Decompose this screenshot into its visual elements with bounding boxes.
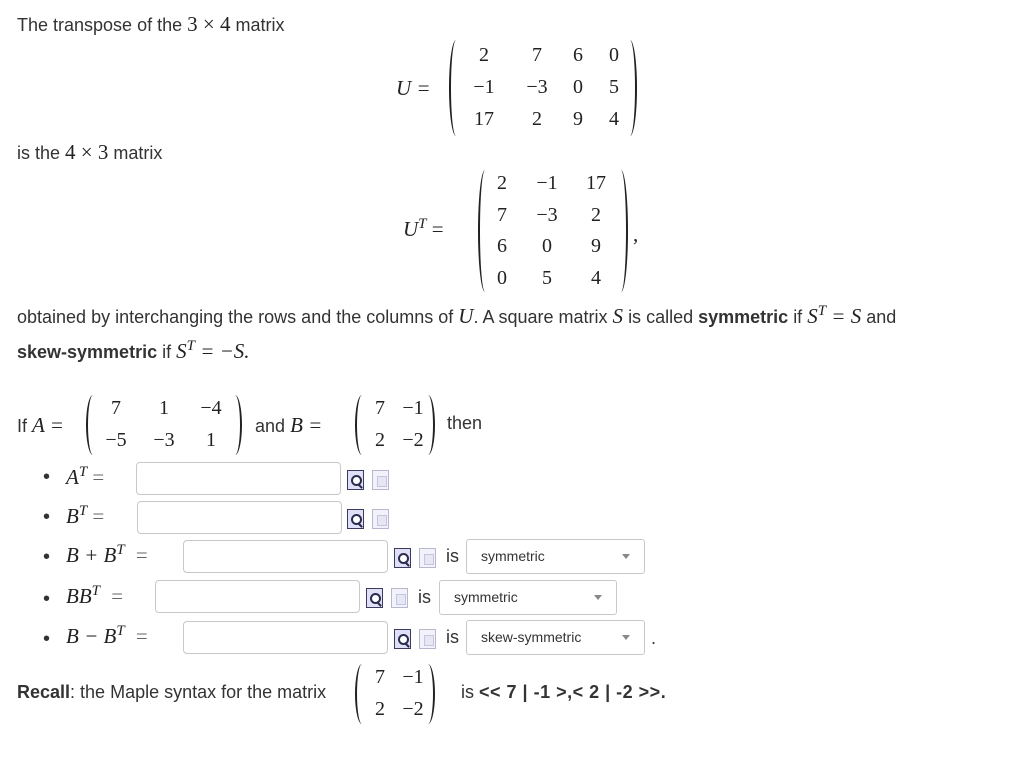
matrix-cell: 0 bbox=[497, 267, 507, 289]
q2-label bbox=[66, 503, 104, 529]
matrix-cell: 17 bbox=[586, 172, 606, 194]
q1-var: A bbox=[66, 465, 79, 489]
bullet: • bbox=[43, 628, 51, 650]
chevron-down-icon bbox=[622, 635, 630, 640]
answer-input-bbt[interactable] bbox=[155, 580, 360, 613]
bullet: • bbox=[43, 546, 51, 568]
left-paren bbox=[449, 40, 463, 136]
a-eq: A = bbox=[32, 413, 64, 437]
def-sup: T bbox=[817, 303, 827, 319]
matrix-cell: −2 bbox=[402, 698, 424, 720]
matrix-cell: 4 bbox=[591, 267, 601, 289]
trailing-period: . bbox=[651, 628, 657, 648]
help-icon[interactable] bbox=[372, 509, 389, 529]
q4-label bbox=[66, 583, 123, 609]
def-skew: skew-symmetric bbox=[17, 342, 158, 362]
right-paren bbox=[614, 170, 628, 292]
q4-var: BB bbox=[66, 584, 92, 608]
matrix-cell: 2 bbox=[375, 698, 385, 720]
matrix-cell: 5 bbox=[542, 267, 552, 289]
matrix-cell: −1 bbox=[402, 397, 424, 419]
bullet: • bbox=[43, 506, 51, 528]
left-paren bbox=[355, 395, 369, 455]
intro-line-1 bbox=[17, 12, 284, 37]
left-paren bbox=[86, 395, 100, 455]
def-if: if bbox=[162, 342, 172, 362]
if-text: If bbox=[17, 416, 28, 436]
recall-syntax-line bbox=[461, 682, 666, 703]
q4-sup: T bbox=[91, 583, 100, 599]
def-s: S bbox=[612, 304, 624, 328]
help-icon[interactable] bbox=[419, 548, 436, 568]
maple-syntax: << 7 | -1 >,< 2 | -2 >>. bbox=[479, 682, 667, 702]
ut-u: U bbox=[403, 217, 419, 241]
bullet: • bbox=[43, 588, 51, 610]
q5-sup: T bbox=[116, 623, 125, 639]
matrix-cell: −3 bbox=[536, 204, 558, 226]
def-symmetric: symmetric bbox=[698, 307, 789, 327]
matrix-cell: 4 bbox=[609, 108, 619, 130]
answer-input-b-transpose[interactable] bbox=[137, 501, 342, 534]
chevron-down-icon bbox=[594, 595, 602, 600]
matrix-cell: 0 bbox=[542, 235, 552, 257]
matrix-cell: 2 bbox=[479, 44, 489, 66]
matrix-cell: −2 bbox=[402, 429, 424, 451]
preview-icon[interactable] bbox=[366, 588, 383, 608]
left-paren bbox=[478, 170, 492, 292]
u-equals-label: U = bbox=[396, 76, 431, 100]
select-value: symmetric bbox=[481, 548, 545, 564]
right-paren bbox=[228, 395, 242, 455]
left-paren bbox=[355, 664, 369, 724]
q5-eq: = bbox=[135, 624, 148, 648]
definition-line-1 bbox=[17, 303, 896, 329]
matrix-cell: 7 bbox=[375, 666, 385, 688]
matrix-cell: −1 bbox=[402, 666, 424, 688]
ut-sup: T bbox=[418, 216, 427, 232]
q5-label bbox=[66, 623, 148, 649]
q1-sup: T bbox=[78, 464, 88, 480]
help-icon[interactable] bbox=[419, 629, 436, 649]
matrix-cell: 9 bbox=[573, 108, 583, 130]
matrix-cell: −1 bbox=[536, 172, 558, 194]
matrix-cell: 2 bbox=[532, 108, 542, 130]
intro-line-2 bbox=[17, 140, 162, 165]
matrix-cell: 9 bbox=[591, 235, 601, 257]
matrix-cell: −1 bbox=[473, 76, 495, 98]
def-s-2: S bbox=[807, 304, 818, 328]
def-eq-s: = S bbox=[831, 304, 862, 328]
answer-input-a-transpose[interactable] bbox=[136, 462, 341, 495]
def-u: U bbox=[458, 304, 474, 328]
def-text-2: . A square matrix bbox=[473, 307, 608, 327]
right-paren bbox=[623, 40, 637, 136]
def-eq-neg-s: = −S. bbox=[200, 339, 250, 363]
intro-text: The transpose of the bbox=[17, 15, 183, 35]
matrix-a bbox=[86, 395, 242, 455]
select-b-minus-bt-type[interactable] bbox=[466, 620, 645, 655]
q2-eq: = bbox=[92, 504, 105, 528]
recall-text bbox=[17, 682, 326, 703]
def-text-4: if bbox=[793, 307, 803, 327]
q3-sup: T bbox=[116, 542, 125, 558]
answer-input-b-plus-bt[interactable] bbox=[183, 540, 388, 573]
matrix-cell: 7 bbox=[532, 44, 542, 66]
matrix-cell: 2 bbox=[591, 204, 601, 226]
q3-eq: = bbox=[135, 543, 148, 567]
q3-var: B + B bbox=[66, 543, 117, 567]
intro-text-2: is the bbox=[17, 143, 61, 163]
def-sup-2: T bbox=[186, 338, 195, 354]
recall-body: : the Maple syntax for the matrix bbox=[70, 682, 327, 702]
def-s-3: S bbox=[176, 339, 187, 363]
matrix-cell: 17 bbox=[474, 108, 494, 130]
b-eq: B = bbox=[290, 413, 323, 437]
ut-equals-label bbox=[403, 216, 444, 242]
matrix-cell: 1 bbox=[159, 397, 169, 419]
preview-icon[interactable] bbox=[347, 509, 364, 529]
given-then: then bbox=[447, 413, 483, 433]
answer-input-b-minus-bt[interactable] bbox=[183, 621, 388, 654]
is-text: is bbox=[418, 587, 431, 607]
intro-matrix-word-2: matrix bbox=[113, 143, 163, 163]
matrix-u bbox=[449, 40, 637, 136]
matrix-b bbox=[355, 395, 435, 455]
q1-label bbox=[66, 464, 104, 490]
matrix-cell: −3 bbox=[526, 76, 548, 98]
help-icon[interactable] bbox=[372, 470, 389, 490]
dims-3x4: 3 × 4 bbox=[187, 12, 231, 36]
q1-eq: = bbox=[92, 465, 105, 489]
q5-var: B − B bbox=[66, 624, 117, 648]
q4-eq: = bbox=[111, 584, 124, 608]
select-value: skew-symmetric bbox=[481, 629, 582, 645]
matrix-cell: 2 bbox=[497, 172, 507, 194]
matrix-cell: −4 bbox=[200, 397, 222, 419]
intro-matrix-word: matrix bbox=[235, 15, 285, 35]
q3-label bbox=[66, 542, 148, 568]
definition-line-2 bbox=[17, 338, 250, 364]
select-b-plus-bt-type[interactable] bbox=[466, 539, 645, 574]
recall-matrix bbox=[355, 664, 435, 724]
matrix-cell: 7 bbox=[111, 397, 121, 419]
q2-var: B bbox=[66, 504, 79, 528]
preview-icon[interactable] bbox=[394, 548, 411, 568]
def-and: and bbox=[866, 307, 897, 327]
bullet: • bbox=[43, 466, 51, 488]
def-text-1: obtained by interchanging the rows and the columns of bbox=[17, 307, 454, 327]
recall-bold: Recall bbox=[17, 682, 71, 702]
select-bbt-type[interactable] bbox=[439, 580, 617, 615]
matrix-cell: 0 bbox=[609, 44, 619, 66]
preview-icon[interactable] bbox=[347, 470, 364, 490]
ut-comma: , bbox=[633, 222, 639, 246]
given-if bbox=[17, 413, 64, 438]
chevron-down-icon bbox=[622, 554, 630, 559]
is-text: is bbox=[446, 546, 459, 566]
given-and bbox=[255, 413, 322, 438]
matrix-cell: 2 bbox=[375, 429, 385, 451]
matrix-cell: 0 bbox=[573, 76, 583, 98]
matrix-cell: 5 bbox=[609, 76, 619, 98]
preview-icon[interactable] bbox=[394, 629, 411, 649]
q2-sup: T bbox=[78, 503, 88, 519]
matrix-cell: 6 bbox=[497, 235, 507, 257]
help-icon[interactable] bbox=[391, 588, 408, 608]
ut-eq: = bbox=[431, 217, 444, 241]
matrix-cell: 7 bbox=[497, 204, 507, 226]
matrix-cell: −5 bbox=[105, 429, 127, 451]
matrix-cell: 6 bbox=[573, 44, 583, 66]
matrix-cell: −3 bbox=[153, 429, 175, 451]
matrix-cell: 1 bbox=[206, 429, 216, 451]
select-value: symmetric bbox=[454, 589, 518, 605]
is-text: is bbox=[446, 627, 459, 647]
def-text-3: is called bbox=[628, 307, 694, 327]
recall-is: is bbox=[461, 682, 474, 702]
dims-4x3: 4 × 3 bbox=[65, 140, 109, 164]
matrix-ut bbox=[478, 170, 628, 292]
matrix-cell: 7 bbox=[375, 397, 385, 419]
and-text: and bbox=[255, 416, 286, 436]
